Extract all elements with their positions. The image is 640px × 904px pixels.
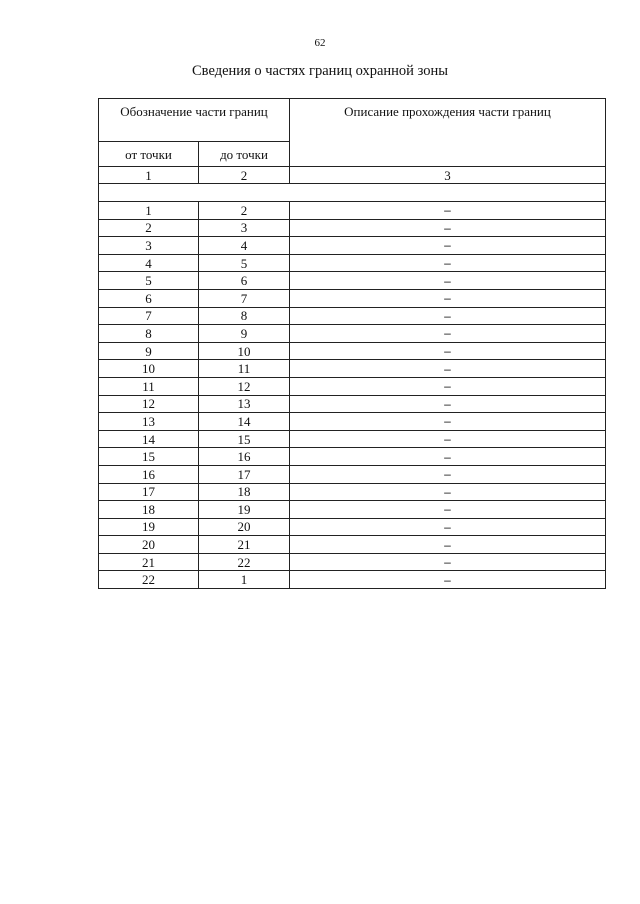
from-point-cell: 11 xyxy=(99,377,199,395)
document-title: Сведения о частях границ охранной зоны xyxy=(192,63,448,79)
from-point-cell: 2 xyxy=(99,219,199,237)
to-point-cell: 12 xyxy=(199,377,290,395)
table-row xyxy=(99,413,606,431)
description-cell: – xyxy=(290,501,606,519)
blank-cell xyxy=(99,184,606,202)
description-cell: – xyxy=(290,237,606,255)
column-number: 2 xyxy=(199,167,290,184)
to-point-cell: 2 xyxy=(199,202,290,220)
to-point-cell: 6 xyxy=(199,272,290,290)
to-point-cell: 5 xyxy=(199,254,290,272)
to-point-cell: 10 xyxy=(199,342,290,360)
from-point-cell: 4 xyxy=(99,254,199,272)
table-row xyxy=(99,272,606,290)
from-point-cell: 14 xyxy=(99,430,199,448)
table-row xyxy=(99,571,606,589)
to-point-cell: 16 xyxy=(199,448,290,466)
description-cell: – xyxy=(290,325,606,343)
from-point-cell: 22 xyxy=(99,571,199,589)
from-point-cell: 10 xyxy=(99,360,199,378)
to-point-cell: 8 xyxy=(199,307,290,325)
description-cell: – xyxy=(290,272,606,290)
table-row xyxy=(99,360,606,378)
description-cell: – xyxy=(290,202,606,220)
description-cell: – xyxy=(290,536,606,554)
from-point-cell: 17 xyxy=(99,483,199,501)
to-point-cell: 20 xyxy=(199,518,290,536)
header-boundary-designation: Обозначение части границ xyxy=(99,99,290,142)
from-point-cell: 19 xyxy=(99,518,199,536)
table-row xyxy=(99,254,606,272)
to-point-cell: 1 xyxy=(199,571,290,589)
to-point-cell: 15 xyxy=(199,430,290,448)
from-point-cell: 5 xyxy=(99,272,199,290)
description-cell: – xyxy=(290,518,606,536)
column-number-row xyxy=(99,167,606,184)
description-cell: – xyxy=(290,219,606,237)
to-point-cell: 7 xyxy=(199,289,290,307)
to-point-cell: 14 xyxy=(199,413,290,431)
header-to-point: до точки xyxy=(199,142,290,167)
from-point-cell: 12 xyxy=(99,395,199,413)
table-row xyxy=(99,448,606,466)
from-point-cell: 16 xyxy=(99,465,199,483)
table-row xyxy=(99,501,606,519)
column-number: 3 xyxy=(290,167,606,184)
header-description: Описание прохождения части границ xyxy=(290,99,606,167)
table-row xyxy=(99,237,606,255)
column-number: 1 xyxy=(99,167,199,184)
table-row xyxy=(99,430,606,448)
from-point-cell: 3 xyxy=(99,237,199,255)
description-cell: – xyxy=(290,465,606,483)
from-point-cell: 20 xyxy=(99,536,199,554)
header-from-point: от точки xyxy=(99,142,199,167)
from-point-cell: 9 xyxy=(99,342,199,360)
from-point-cell: 21 xyxy=(99,553,199,571)
description-cell: – xyxy=(290,360,606,378)
to-point-cell: 21 xyxy=(199,536,290,554)
description-cell: – xyxy=(290,254,606,272)
table-row xyxy=(99,483,606,501)
from-point-cell: 7 xyxy=(99,307,199,325)
blank-row xyxy=(99,184,606,202)
to-point-cell: 3 xyxy=(199,219,290,237)
table-row xyxy=(99,518,606,536)
table-row xyxy=(99,289,606,307)
to-point-cell: 9 xyxy=(199,325,290,343)
table-row xyxy=(99,536,606,554)
table-row xyxy=(99,377,606,395)
from-point-cell: 18 xyxy=(99,501,199,519)
table-row xyxy=(99,342,606,360)
table-body xyxy=(99,99,606,589)
table-row xyxy=(99,219,606,237)
table-row xyxy=(99,202,606,220)
from-point-cell: 6 xyxy=(99,289,199,307)
to-point-cell: 4 xyxy=(199,237,290,255)
to-point-cell: 13 xyxy=(199,395,290,413)
description-cell: – xyxy=(290,342,606,360)
table-row xyxy=(99,553,606,571)
description-cell: – xyxy=(290,553,606,571)
page-number: 62 xyxy=(314,37,326,49)
table-row xyxy=(99,307,606,325)
description-cell: – xyxy=(290,430,606,448)
boundary-parts-table xyxy=(98,98,606,589)
description-cell: – xyxy=(290,483,606,501)
to-point-cell: 22 xyxy=(199,553,290,571)
description-cell: – xyxy=(290,571,606,589)
description-cell: – xyxy=(290,395,606,413)
description-cell: – xyxy=(290,413,606,431)
table-row xyxy=(99,395,606,413)
to-point-cell: 11 xyxy=(199,360,290,378)
to-point-cell: 19 xyxy=(199,501,290,519)
to-point-cell: 18 xyxy=(199,483,290,501)
from-point-cell: 15 xyxy=(99,448,199,466)
from-point-cell: 1 xyxy=(99,202,199,220)
header-row xyxy=(99,99,606,142)
description-cell: – xyxy=(290,377,606,395)
description-cell: – xyxy=(290,448,606,466)
table-row xyxy=(99,465,606,483)
from-point-cell: 13 xyxy=(99,413,199,431)
description-cell: – xyxy=(290,307,606,325)
table-row xyxy=(99,325,606,343)
from-point-cell: 8 xyxy=(99,325,199,343)
to-point-cell: 17 xyxy=(199,465,290,483)
description-cell: – xyxy=(290,289,606,307)
